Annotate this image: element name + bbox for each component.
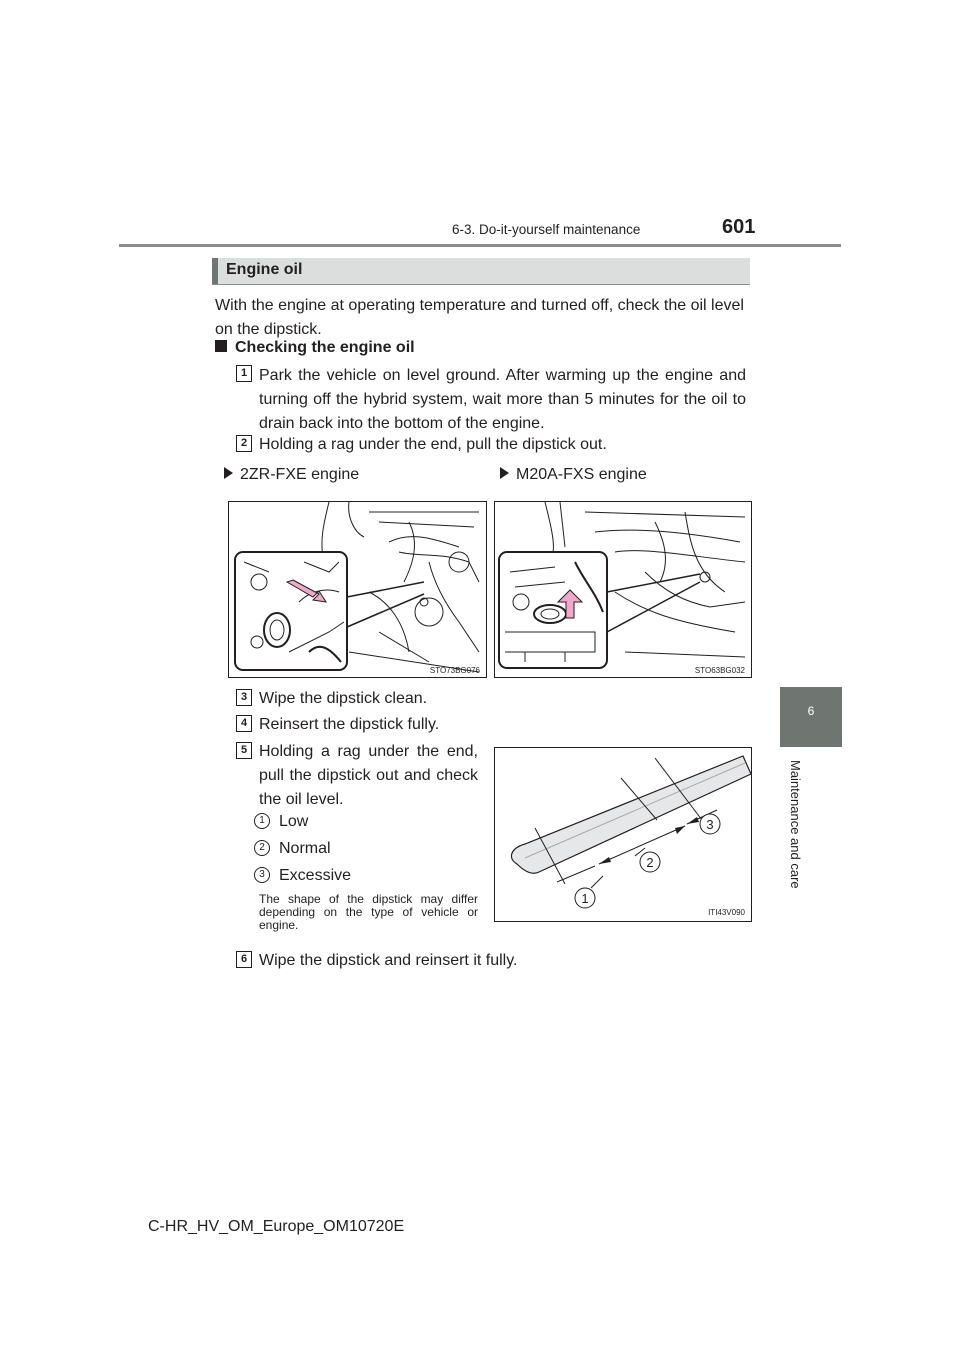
step-text-2: Holding a rag under the end, pull the dipstick out. (259, 436, 607, 453)
chapter-label: Maintenance and care (788, 760, 803, 889)
step-text-3: Wipe the dipstick clean. (259, 690, 428, 707)
engine-drawing-2zr (229, 502, 486, 677)
engine-label-m20a (500, 466, 647, 484)
footer-document-id: C-HR_HV_OM_Europe_OM10720E (148, 1218, 405, 1235)
header-section-title: 6-3. Do-it-yourself maintenance (452, 222, 641, 237)
header-rule (119, 244, 841, 247)
dipstick-note: The shape of the dipstick may differ depending on the type of vehicle or engine. (259, 892, 478, 932)
chapter-tab (780, 687, 842, 747)
level-number-2: 2 (254, 840, 270, 856)
step-number-6: 6 (236, 951, 252, 968)
triangle-bullet-icon (500, 467, 509, 479)
step-number-1: 1 (236, 365, 252, 382)
engine-illustration-m20a (494, 501, 752, 678)
step-number-2: 2 (236, 435, 252, 452)
dipstick-callout-3: 3 (706, 817, 714, 832)
level-label-excessive: Excessive (279, 867, 352, 884)
image-code-dipstick: ITI43V090 (708, 908, 745, 917)
engine-label-text: M20A-FXS engine (516, 466, 647, 483)
dipstick-drawing (495, 748, 751, 921)
image-code-m20a: STO63BG032 (694, 666, 745, 675)
engine-label-2zr (224, 466, 359, 484)
engine-drawing-m20a (495, 502, 751, 677)
dipstick-callout-1: 1 (581, 891, 589, 906)
section-title: Engine oil (226, 261, 303, 278)
level-number-1: 1 (254, 813, 270, 829)
page-number: 601 (722, 216, 756, 238)
level-label-low: Low (279, 813, 309, 830)
subheading-text: Checking the engine oil (235, 339, 415, 356)
step-number-5: 5 (236, 742, 252, 759)
engine-illustration-2zr (228, 501, 487, 678)
step-text-1: Park the vehicle on level ground. After warming up the engine and turning off the hybrid system, wait more than 5 minutes for the oil to drain back into the bottom of the engine. (259, 367, 746, 432)
section-title-bar (212, 258, 750, 285)
step-number-4: 4 (236, 715, 252, 732)
triangle-bullet-icon (224, 467, 233, 479)
step-text-4: Reinsert the dipstick fully. (259, 716, 440, 733)
chapter-number: 6 (807, 704, 815, 718)
step-text-5: Holding a rag under the end, pull the dipstick out and check the oil level. (259, 743, 478, 808)
engine-label-text: 2ZR-FXE engine (240, 466, 360, 483)
step-number-3: 3 (236, 689, 252, 706)
level-number-3: 3 (254, 867, 270, 883)
title-accent (212, 258, 218, 284)
chapter-label-wrap (785, 760, 805, 900)
level-label-normal: Normal (279, 840, 331, 857)
dipstick-callout-2: 2 (646, 855, 654, 870)
step-text-6: Wipe the dipstick and reinsert it fully. (259, 952, 518, 969)
dipstick-illustration (494, 747, 752, 922)
subheading (215, 339, 415, 357)
square-bullet-icon (215, 340, 227, 352)
intro-paragraph: With the engine at operating temperature and turned off, check the oil level on the dipstick. (215, 297, 744, 338)
image-code-2zr: STO73BG076 (429, 666, 480, 675)
